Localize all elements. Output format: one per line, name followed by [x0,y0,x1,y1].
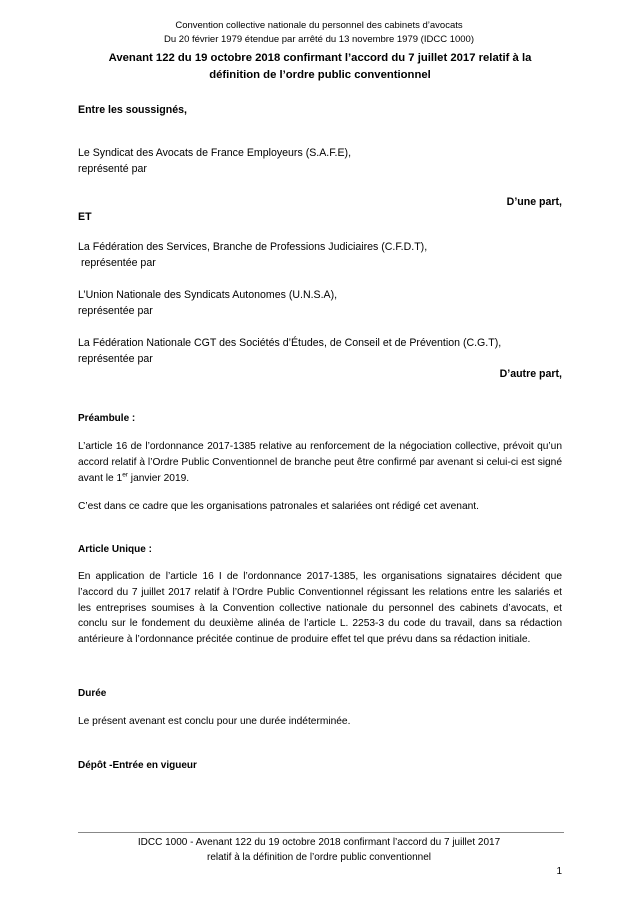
article-unique-body: En application de l’article 16 I de l’ordonnance 2017-1385, les organisations signataires décident que l’accord du 7 juillet 2017 relatif à l’Ordre Public Conventionnel régissant les relations entre les salariés et les entreprises soumises à la Convention collective nationale du personnel des cabinets d’avocats, et conclu sur le fondement du deuxième alinéa de l’article L. 2253-3 du code du travail, dans sa rédaction antérieure à l’ordonnance précitée continue de produire effet tel que prévu dans sa rédaction initiale. [78,571,562,646]
footer-divider [78,832,564,833]
party-cfdt-representative: représentée par [78,257,156,269]
preambule-text-a: L’article 16 de l’ordonnance 2017-1385 relative au renforcement de la négociation collective, prévoit qu’un accord relatif à l’Ordre Public Conventionnel de branche peut être confirmé par avenant si celui-ci est signé avant le 1 [78,441,562,484]
preambule-heading: Préambule : [78,413,136,424]
autre-part-label: D’autre part, [499,368,562,380]
party-safe-name: Le Syndicat des Avocats de France Employeurs (S.A.F.E), [78,147,352,159]
footer-line2: relatif à la définition de l’ordre public conventionnel [206,852,432,863]
duree-heading: Durée [78,688,107,699]
preambule-text-b: janvier 2019. [127,472,190,484]
preambule-paragraph [78,439,562,486]
party-cgt-name: La Fédération Nationale CGT des Sociétés d’Études, de Conseil et de Prévention (C.G.T), [78,337,502,349]
depot-heading: Dépôt -Entrée en vigueur [78,760,197,771]
party-unsa-name: L’Union Nationale des Syndicats Autonomes (U.N.S.A), [78,289,338,301]
document-title-line2: définition de l’ordre public conventionnel [209,69,431,81]
footer-line1: IDCC 1000 - Avenant 122 du 19 octobre 2018 confirmant l’accord du 7 juillet 2017 [137,837,501,848]
article-unique-heading: Article Unique : [78,544,152,555]
duree-body: Le présent avenant est conclu pour une durée indéterminée. [78,716,351,727]
party-cgt-representative: représentée par [78,353,153,365]
page-number: 1 [556,866,562,877]
une-part-label: D’une part, [506,196,562,208]
preambule-superscript: er [122,471,128,479]
party-cfdt-name: La Fédération des Services, Branche de Professions Judiciaires (C.F.D.T), [78,241,428,253]
header-convention-title: Convention collective nationale du personnel des cabinets d’avocats [175,20,463,31]
party-unsa-representative: représentée par [78,305,153,317]
parties-intro: Entre les soussignés, [78,104,187,116]
party-safe-representative: représenté par [78,163,147,175]
preambule-context: C’est dans ce cadre que les organisations patronales et salariées ont rédigé cet avenant. [78,501,479,512]
document-title-line1: Avenant 122 du 19 octobre 2018 confirmant l’accord du 7 juillet 2017 relatif à la [108,52,532,64]
et-label: ET [78,211,92,223]
header-convention-date: Du 20 février 1979 étendue par arrêté du 13 novembre 1979 (IDCC 1000) [164,34,474,45]
